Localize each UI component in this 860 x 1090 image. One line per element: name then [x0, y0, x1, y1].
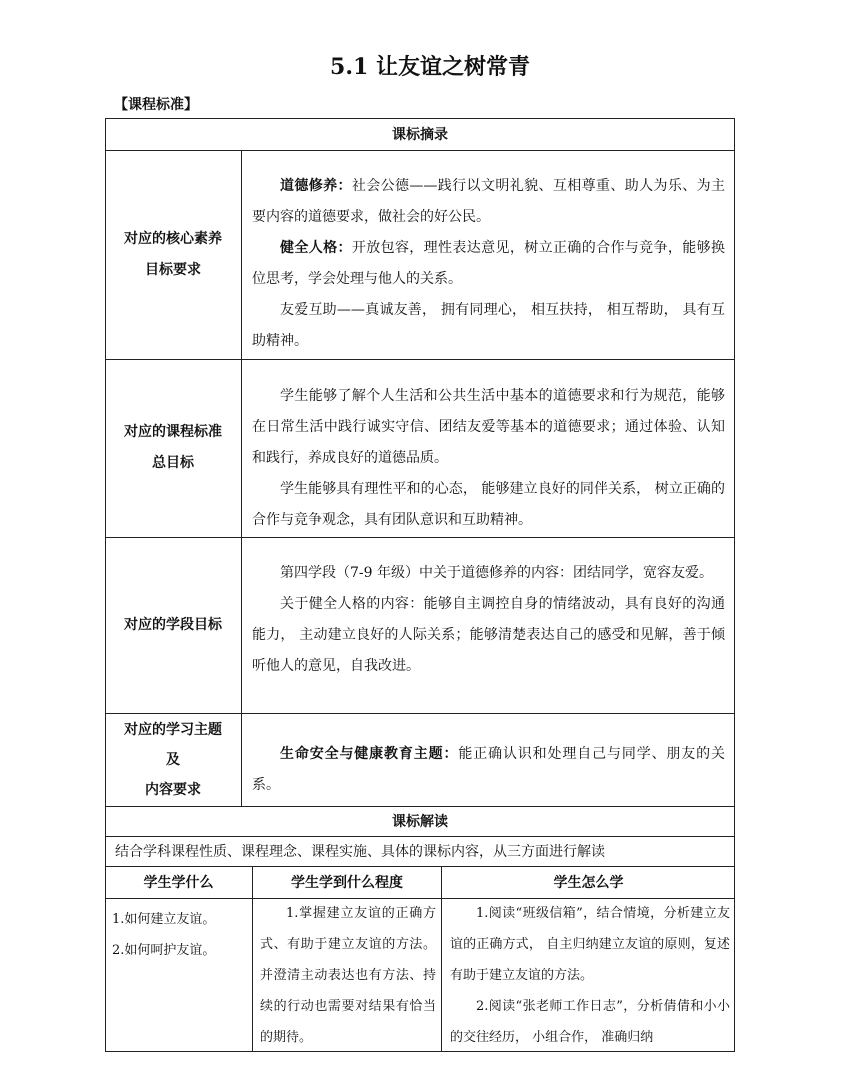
paragraph [252, 474, 725, 536]
list-item: 2.如何呵护友谊。 [112, 943, 216, 958]
col-content-what [112, 904, 250, 966]
label-line: 内容要求 [145, 781, 201, 798]
label-line: 对应的核心素养 [124, 231, 222, 247]
label-line: 对应的学段目标 [124, 616, 222, 633]
paragraph-text: 学生能够具有理性平和的心态， 能够建立良好的同伴关系， 树立正确的合作与竞争观念，具有团队意识和互助精神。 [252, 481, 725, 528]
label-line: 总目标 [152, 455, 194, 471]
row-content-curriculum-goal [242, 381, 735, 536]
list-item: 1.掌握建立友谊的正确方式、有助于建立友谊的方法。并澄清主动表达也有方法、持续的行动也需要对结果有恰当的期待。 [260, 906, 436, 1045]
label-line: 目标要求 [145, 262, 201, 278]
page-title: 5.1 让友谊之树常青 [330, 54, 530, 80]
row-label-stage-goal [105, 537, 241, 713]
keyword: 生命安全与健康教育主题： [280, 746, 459, 762]
label-line: 对应的学习主题 [124, 721, 222, 738]
col-content-degree [260, 898, 436, 1053]
paragraph [252, 589, 725, 682]
paragraph-text: 社会公德——践行以文明礼貌、互相尊重、助人为乐、为主要内容的道德要求，做社会的好公民。 [252, 178, 726, 225]
row-content-stage-goal [242, 558, 735, 682]
keyword: 健全人格： [280, 240, 352, 256]
paragraph [252, 233, 725, 295]
paragraph [252, 295, 725, 357]
list-item: 1.阅读“班级信箱”，结合情境，分析建立友谊的正确方式， 自主归纳建立友谊的原则，复述有助于建立友谊的方法。 [450, 906, 730, 983]
list-item: 1.如何建立友谊。 [112, 912, 216, 927]
keyword: 道德修养： [280, 178, 352, 194]
col-header-what: 学生学什么 [143, 875, 214, 891]
row-label-curriculum-goal [105, 359, 241, 537]
paragraph-text: 能正确认识和处理自己与同学、朋友的关系。 [252, 746, 726, 793]
paragraph [252, 739, 725, 801]
col-header-how: 学生怎么学 [553, 875, 624, 891]
paragraph-text: 友爱互助——真诚友善， 拥有同理心， 相互扶持， 相互帮助， 具有互助精神。 [252, 302, 725, 349]
interpret-note: 结合学科课程性质、课程理念、课程实施、具体的课标内容，从三方面进行解读 [115, 844, 605, 860]
section-label: 【课程标准】 [114, 97, 198, 113]
paragraph-text: 开放包容，理性表达意见，树立正确的合作与竞争，能够换位思考，学会处理与他人的关系。 [252, 240, 726, 287]
paragraph [252, 558, 725, 589]
list-item: 2.阅读“张老师工作日志”，分析倩倩和小小的交往经历， 小组合作， 准确归纳 [450, 999, 730, 1045]
row-content-learning-theme [242, 739, 735, 801]
col-header-degree: 学生学到什么程度 [291, 875, 403, 891]
paragraph-text: 关于健全人格的内容：能够自主调控自身的情绪波动，具有良好的沟通能力， 主动建立良好的人际关系；能够清楚表达自己的感受和见解，善于倾听他人的意见，自我改进。 [252, 596, 725, 674]
row-content-core-literacy [242, 171, 735, 357]
paragraph [252, 381, 725, 474]
paragraph-text: 第四学段（7-9 年级）中关于道德修养的内容：团结同学，宽容友爱。 [280, 565, 713, 581]
paragraph-text: 学生能够了解个人生活和公共生活中基本的道德要求和行为规范，能够在日常生活中践行诚实守信、团结友爱等基本的道德要求；通过体验、认知和践行，养成良好的道德品质。 [252, 388, 725, 466]
paragraph [252, 171, 725, 233]
col-content-how [450, 898, 730, 1048]
row-label-learning-theme [105, 713, 241, 806]
excerpt-header: 课标摘录 [105, 118, 735, 151]
label-line: 对应的课程标准 [124, 424, 222, 440]
label-line: 及 [166, 751, 180, 768]
row-label-core-literacy [105, 151, 241, 359]
interpret-header: 课标解读 [392, 814, 448, 830]
